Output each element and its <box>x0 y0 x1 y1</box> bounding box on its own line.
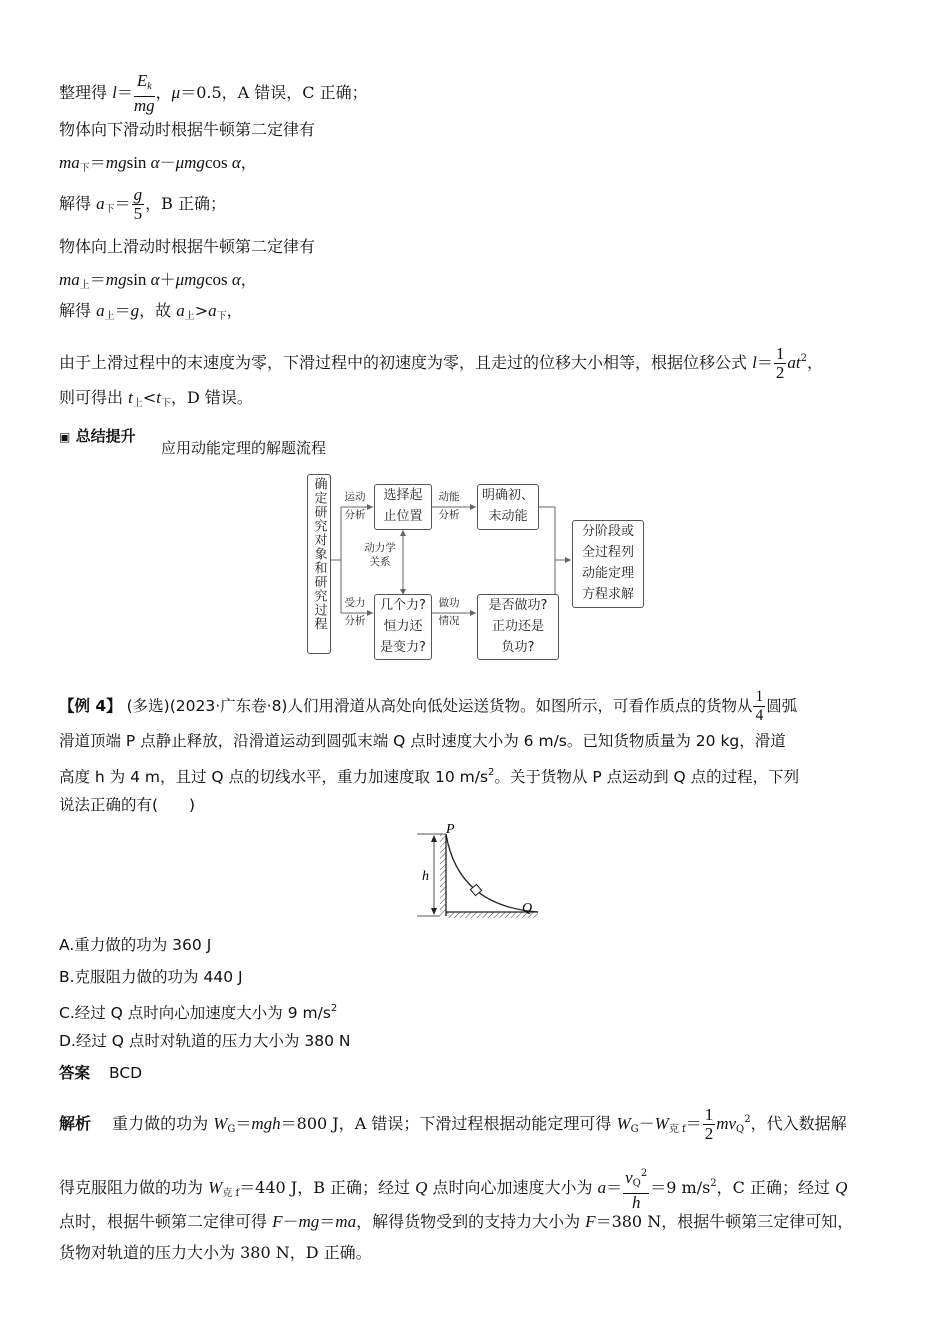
label-line: 分析 <box>344 509 366 521</box>
number: 1 <box>704 1105 714 1124</box>
text: 。关于货物从 P 点运动到 Q 点的过程，下列 <box>494 768 800 786</box>
text: ＝ <box>235 1114 252 1133</box>
text: ＝ <box>114 194 131 213</box>
text: ，D 错误。 <box>170 388 253 407</box>
text: 重力做的功为 <box>112 1114 214 1133</box>
var-ma: ma <box>59 153 80 172</box>
sup: 2 <box>800 353 807 364</box>
text: 得克服阻力做的功为 <box>59 1178 209 1197</box>
analysis-label: 解析 <box>59 1114 92 1133</box>
var-w: W <box>654 1114 669 1133</box>
label-line: 分析 <box>438 509 460 521</box>
solution-line-2: 物体向下滑动时根据牛顿第二定律有 <box>59 120 316 139</box>
flow-box-forces <box>374 594 432 660</box>
option-a: A.重力做的功为 360 J <box>59 936 212 954</box>
sub: 下 <box>104 204 115 215</box>
analysis-line-1 <box>59 1106 847 1143</box>
flow-box-solve <box>572 520 644 608</box>
text: ＝ <box>89 153 106 172</box>
option-d: D.经过 Q 点时对轨道的压力大小为 380 N <box>59 1032 351 1050</box>
answer-line <box>59 1063 142 1083</box>
var-mumg: μmg <box>175 270 205 289</box>
text: ＝9 m/s <box>650 1178 711 1197</box>
solution-line-3 <box>59 153 257 179</box>
label-line: 动力学 <box>364 542 396 554</box>
number: 1 <box>755 688 764 705</box>
answer-value: BCD <box>108 1064 143 1082</box>
square-icon: ▣ <box>59 430 71 444</box>
arrow-up-icon <box>431 835 437 842</box>
var-mv: mv <box>716 1114 737 1133</box>
var-g: g <box>133 185 143 204</box>
text: ＝ <box>89 270 106 289</box>
label-line: 情况 <box>438 615 460 627</box>
box-line: 几个力? <box>380 598 426 613</box>
flow-box-select <box>374 484 432 530</box>
sub: 下 <box>79 163 90 174</box>
solution-line-9 <box>59 388 253 414</box>
text: C.经过 Q 点时向心加速度大小为 9 m/s <box>59 1004 331 1022</box>
number: 4 <box>755 707 764 724</box>
text: ＝440 J，B 正确；经过 <box>239 1178 416 1197</box>
box-line: 止位置 <box>383 509 423 524</box>
sub: 下 <box>160 398 171 409</box>
var-a: a <box>597 1178 607 1197</box>
text: ， <box>806 353 823 372</box>
text: sin <box>126 153 151 172</box>
text: － <box>282 1212 299 1231</box>
text: > <box>194 301 209 320</box>
box-line: 全过程列 <box>581 545 634 560</box>
option-c <box>59 999 337 1023</box>
text: 则可得出 <box>59 388 129 407</box>
sub: 上 <box>184 311 195 322</box>
var-l: l <box>752 353 757 372</box>
text: ，故 <box>139 301 177 320</box>
flow-box-object <box>307 474 331 654</box>
sub: 克 f <box>668 1124 686 1135</box>
sub: 下 <box>216 311 227 322</box>
var-q: Q <box>415 1178 428 1197</box>
number: 2 <box>704 1124 714 1143</box>
sup: 2 <box>744 1114 751 1125</box>
text: ＝ <box>756 353 773 372</box>
text: < <box>142 388 157 407</box>
fraction-g-5 <box>132 186 145 223</box>
example-line-3 <box>59 763 799 787</box>
text: ＝0.5，A 错误，C 正确； <box>180 83 368 102</box>
box-line: 方程求解 <box>581 587 634 602</box>
box-line: 恒力还 <box>383 619 423 634</box>
var-ma: ma <box>59 270 80 289</box>
text: ， <box>226 301 243 320</box>
text: 由于上滑过程中的末速度为零，下滑过程中的初速度为零，且走过的位移大小相等，根据位移公式 <box>59 353 753 372</box>
sub: 上 <box>79 280 90 291</box>
text: ＝ <box>685 1114 702 1133</box>
var-t: t <box>156 388 161 407</box>
flow-left-text: 确定研究对象和研究过程 <box>311 477 327 631</box>
var-ma: ma <box>335 1212 357 1231</box>
text: 点时向心加速度大小为 <box>427 1178 598 1197</box>
var-mg: mg <box>105 270 127 289</box>
text: ， <box>240 153 257 172</box>
text: ＝800 J，A 错误；下滑过程根据动能定理可得 <box>280 1114 617 1133</box>
var-a: a <box>208 301 217 320</box>
label-line: 运动 <box>344 491 366 503</box>
option-b: B.克服阻力做的功为 440 J <box>59 968 243 986</box>
text: ＋ <box>159 270 176 289</box>
text: ，B 正确； <box>145 194 226 213</box>
label-line: 关系 <box>369 556 391 568</box>
sup: 2 <box>330 1003 338 1014</box>
var-mu: μ <box>171 83 181 102</box>
box-line: 动能定理 <box>581 566 634 581</box>
flow-box-kinetic <box>477 484 539 530</box>
summary-heading <box>59 426 136 447</box>
analysis-line-4: 货物对轨道的压力大小为 380 N，D 正确。 <box>59 1243 372 1262</box>
text: 解得 <box>59 194 97 213</box>
box-line: 是否做功? <box>488 598 548 613</box>
solution-line-4 <box>59 186 226 223</box>
text: － <box>159 153 176 172</box>
var-q: Q <box>835 1178 848 1197</box>
var-mgh: mgh <box>251 1114 281 1133</box>
example-line-1 <box>59 688 797 725</box>
fraction-1-2 <box>774 345 787 382</box>
text: (多选)(2023·广东卷·8)人们用滑道从高处向低处运送货物。如图所示，可看作质点的货物从 <box>126 697 753 715</box>
var-mg: mg <box>133 96 155 115</box>
sup: 2 <box>640 1168 648 1179</box>
flow-box-work <box>477 594 559 660</box>
solution-line-6 <box>59 270 257 296</box>
var-w: W <box>213 1114 228 1133</box>
text: sin <box>126 270 151 289</box>
label-p: P <box>446 824 455 837</box>
example-tag: 【例 4】 <box>59 697 122 715</box>
arrow-down-icon <box>431 908 437 915</box>
flowchart <box>300 470 650 662</box>
text: 圆弧 <box>766 697 798 715</box>
var-alpha: α <box>150 270 160 289</box>
text: ＝ <box>319 1212 336 1231</box>
var-at: at <box>787 353 801 372</box>
answer-label: 答案 <box>59 1064 91 1082</box>
sub: 克 f <box>222 1188 240 1199</box>
flow-title: 应用动能定理的解题流程 <box>161 439 327 457</box>
var-f: F <box>272 1212 283 1231</box>
label-line: 受力 <box>344 597 366 609</box>
box-line: 分阶段或 <box>581 524 634 539</box>
text: ＝ <box>116 83 133 102</box>
var-f: F <box>585 1212 596 1231</box>
sub: 上 <box>104 311 115 322</box>
text: ＝380 N，根据牛顿第三定律可知， <box>595 1212 854 1231</box>
text: ， <box>155 83 172 102</box>
box-line: 负功? <box>501 640 535 655</box>
var-w: W <box>208 1178 223 1197</box>
var-l: l <box>112 83 117 102</box>
fraction-1-4 <box>753 688 765 725</box>
text: － <box>638 1114 655 1133</box>
fraction-vq2-h <box>623 1165 649 1212</box>
example-line-4: 说法正确的有( ) <box>59 796 196 814</box>
text: 整理得 <box>59 83 113 102</box>
number: 1 <box>775 344 785 363</box>
text: ， <box>240 270 257 289</box>
var-h: h <box>631 1193 641 1212</box>
text: ，代入数据解 <box>750 1114 847 1133</box>
label-q: Q <box>522 901 533 916</box>
sup: 2 <box>488 767 495 778</box>
solution-line-8 <box>59 345 823 382</box>
analysis-line-3 <box>59 1212 853 1232</box>
example-line-2: 滑道顶端 P 点静止释放，沿滑道运动到圆弧末端 Q 点时速度大小为 6 m/s。已知货物质量为 20 kg，滑道 <box>59 732 786 750</box>
sub: G <box>630 1124 639 1135</box>
box-line: 末动能 <box>488 509 528 524</box>
box-line: 正功还是 <box>491 619 544 634</box>
flow-label-motion <box>340 490 370 522</box>
fraction-1-2 <box>703 1106 716 1143</box>
var-a: a <box>96 301 105 320</box>
solution-line-1 <box>59 72 368 115</box>
var-w: W <box>616 1114 631 1133</box>
text: 解得 <box>59 301 97 320</box>
flow-label-force <box>340 596 370 628</box>
var-t: t <box>128 388 133 407</box>
sub: Q <box>632 1178 641 1189</box>
wall-hatch <box>440 834 446 916</box>
text: ，C 正确；经过 <box>716 1178 836 1197</box>
label-line: 动能 <box>438 491 460 503</box>
solution-line-7 <box>59 301 243 327</box>
summary-label: 总结提升 <box>75 427 136 445</box>
box-line: 是变力? <box>380 640 426 655</box>
sup: 2 <box>710 1178 717 1189</box>
var-a: a <box>176 301 185 320</box>
sub: Q <box>736 1124 745 1135</box>
sub: G <box>227 1124 236 1135</box>
var-a: a <box>96 194 105 213</box>
solution-line-5: 物体向上滑动时根据牛顿第二定律有 <box>59 237 316 256</box>
label-line: 分析 <box>344 615 366 627</box>
slide-figure <box>412 824 552 924</box>
flow-label-work <box>434 596 464 628</box>
sub: 上 <box>132 398 143 409</box>
number: 5 <box>133 204 143 223</box>
box-line: 选择起 <box>383 488 423 503</box>
var-g: g <box>130 301 140 320</box>
var-v: v <box>625 1168 633 1187</box>
flow-label-energy <box>434 490 464 522</box>
text: cos <box>204 270 232 289</box>
text: cos <box>204 153 232 172</box>
analysis-line-2 <box>59 1165 847 1212</box>
var-alpha: α <box>150 153 160 172</box>
var-e: E <box>136 71 148 90</box>
text: ＝ <box>606 1178 623 1197</box>
var-alpha: α <box>231 153 241 172</box>
var-mumg: μmg <box>175 153 205 172</box>
text: ，解得货物受到的支持力大小为 <box>356 1212 586 1231</box>
text: 点时，根据牛顿第二定律可得 <box>59 1212 273 1231</box>
number: 2 <box>775 363 785 382</box>
fraction-ek-mg <box>134 72 155 115</box>
flow-label-dynamics <box>360 541 400 569</box>
text: 高度 h 为 4 m，且过 Q 点的切线水平，重力加速度取 10 m/s <box>59 768 489 786</box>
var-alpha: α <box>231 270 241 289</box>
sub-k: k <box>147 81 152 92</box>
text: ＝ <box>114 301 131 320</box>
var-mg: mg <box>105 153 127 172</box>
var-mg: mg <box>298 1212 320 1231</box>
label-line: 做功 <box>438 597 460 609</box>
box-line: 明确初、 <box>481 488 534 503</box>
label-h: h <box>422 869 429 884</box>
